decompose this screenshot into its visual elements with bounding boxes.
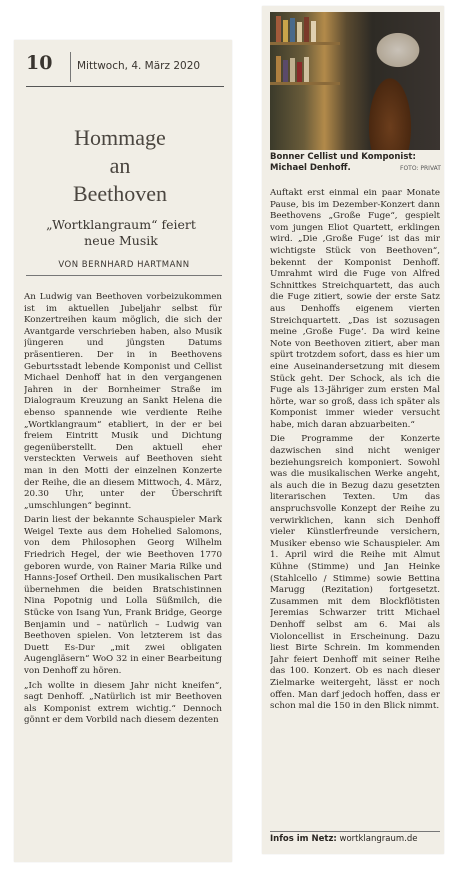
article-title [30, 124, 210, 208]
info-link[interactable]: wortklangraum.de [339, 834, 418, 844]
byline: VON BERNHARD HARTMANN [58, 260, 190, 270]
article-column-left [24, 292, 222, 857]
book [297, 62, 302, 82]
bookshelf [270, 82, 340, 85]
bookshelf [270, 42, 340, 45]
info-rule [270, 831, 440, 832]
book [283, 60, 288, 82]
title-line: Hommage [74, 125, 166, 150]
book [276, 56, 281, 82]
paragraph: Die Programme der Konzerte dazwischen sind nicht weniger beziehungsreich komponiert. Sowohl was die musikalischen Werke angeht, als auch die in Bezug dazu gesetzten literarischen Texten. Um das anspruchsvolle Konzept der Reihe zu verwirklichen, kann sich Denhoff vieler Künstlerfreunde versichern, Musiker ebenso wie Schauspieler. Am 1. April wird die Reihe mit Almut Kühne (Stimme) und Jan Heinke (Stahlcello / Stimme) sowie Bettina Marugg (Rezitation) fortgesetzt. Zusammen mit dem Blockflötisten Jeremias Schwarzer tritt Michael Denhoff selbst am 6. Mai als Violoncellist in Erscheinung. Dazu liest Birte Schrein. Im kommenden Jahr feiert Denhoff mit seiner Reihe das 100. Konzert. Ob es nach dieser Zielmarke weitergeht, lässt er noch offen. Man darf jedoch hoffen, dass er schon mal die 150 in den Blick nimmt. [270, 434, 440, 712]
subtitle-line: neue Musik [84, 233, 158, 248]
title-line: an [109, 153, 131, 178]
page-number: 10 [26, 52, 53, 74]
book [297, 22, 302, 42]
header-divider [70, 52, 71, 82]
photo-caption: Bonner Cellist und Komponist: Michael Denhoff. [270, 152, 416, 173]
article-photo [270, 12, 440, 150]
article-subtitle [36, 217, 206, 249]
info-label: Infos im Netz: [270, 834, 337, 844]
paragraph: Auftakt erst einmal ein paar Monate Pause, bis im Dezember-Konzert dann Beethovens „Große Fuge“, gespielt vom jungen Eliot Quartett, erklingen wird. „Die ‚Große Fuge‘ ist das mir wichtigste Stück von Beethoven“, bekennt der Komponist Denhoff. Umrahmt wird die Fuge von Alfred Schnittkes Streichquartett, das auch die Fuge zitiert, sowie der erste Satz aus Denhoffs eigenem vierten Streichquartett. „Das ist sozusagen meine ‚Große Fuge‘. Da wird keine Note von Beethoven zitiert, aber man spürt trotzdem sofort, dass es hier um eine Auseinandersetzung mit diesem Stück geht. Der Schock, als ich die Fuge als 13-Jähriger zum ersten Mal hörte, war so groß, dass ich später als Komponist immer wieder versucht habe, mich daran abzuarbeiten.“ [270, 188, 440, 430]
header-rule [26, 86, 224, 87]
info-box [270, 834, 440, 844]
book [290, 58, 295, 82]
book [276, 16, 281, 42]
subtitle-line: „Wortklangraum“ feiert [46, 217, 196, 232]
book [304, 17, 309, 42]
paragraph: An Ludwig van Beethoven vorbeizukommen ist im aktuellen Jubeljahr selbst für Konzertreihen kaum möglich, die sich der Avantgarde verschrieben haben, also Musik jüngeren und jüngsten Datums präsentieren. Der in in Beethovens Geburtsstadt lebende Komponist und Cellist Michael Denhoff hat in den vergangenen Jahren in der Bornheimer Straße im Dialograum Kreuzung an Sankt Helena die ebenso spannende wie verdiente Reihe „Wortklangraum“ etabliert, in der er bei freiem Eintritt Musik und Dichtung gegenüberstellt. Den aktuell eher versteckten Verweis auf Beethoven sieht man in den Motti der einzelnen Konzerte der Reihe, die an diesem Mittwoch, 4. März, 20.30 Uhr, unter der Überschrift „umschlungen“ beginnt. [24, 292, 222, 511]
byline-rule [26, 275, 222, 276]
photo-credit: FOTO: PRIVAT [400, 165, 441, 172]
title-line: Beethoven [72, 181, 168, 206]
book [311, 21, 316, 42]
book [304, 57, 309, 82]
article-column-right [270, 188, 440, 828]
book [290, 18, 295, 42]
issue-date: Mittwoch, 4. März 2020 [77, 60, 201, 72]
paragraph: „Ich wollte in diesem Jahr nicht kneifen“, sagt Denhoff. „Natürlich ist mir Beethoven als Komponist extrem wichtig.“ Dennoch gönnt er dem Vorbild nach diesem dezenten [24, 680, 222, 726]
book [283, 20, 288, 42]
paragraph: Darin liest der bekannte Schauspieler Mark Weigel Texte aus dem Hohelied Salomons, von dem Philosophen Georg Wilhelm Friedrich Hegel, der wie Beethoven 1770 geboren wurde, von Rainer Maria Rilke und Hanns-Josef Ortheil. Den musikalischen Part übernehmen die beiden Bratschistinnen Nina Popotnig und Lolla Süßmilch, die Stücke von Isang Yun, Frank Bridge, George Benjamin und – natürlich – Ludwig van Beethoven spielen. Von letzterem ist das Duett Es-Dur „mit zwei obligaten Augengläsern“ WoO 32 in einer Bearbeitung von Denhoff zu hören. [24, 515, 222, 676]
